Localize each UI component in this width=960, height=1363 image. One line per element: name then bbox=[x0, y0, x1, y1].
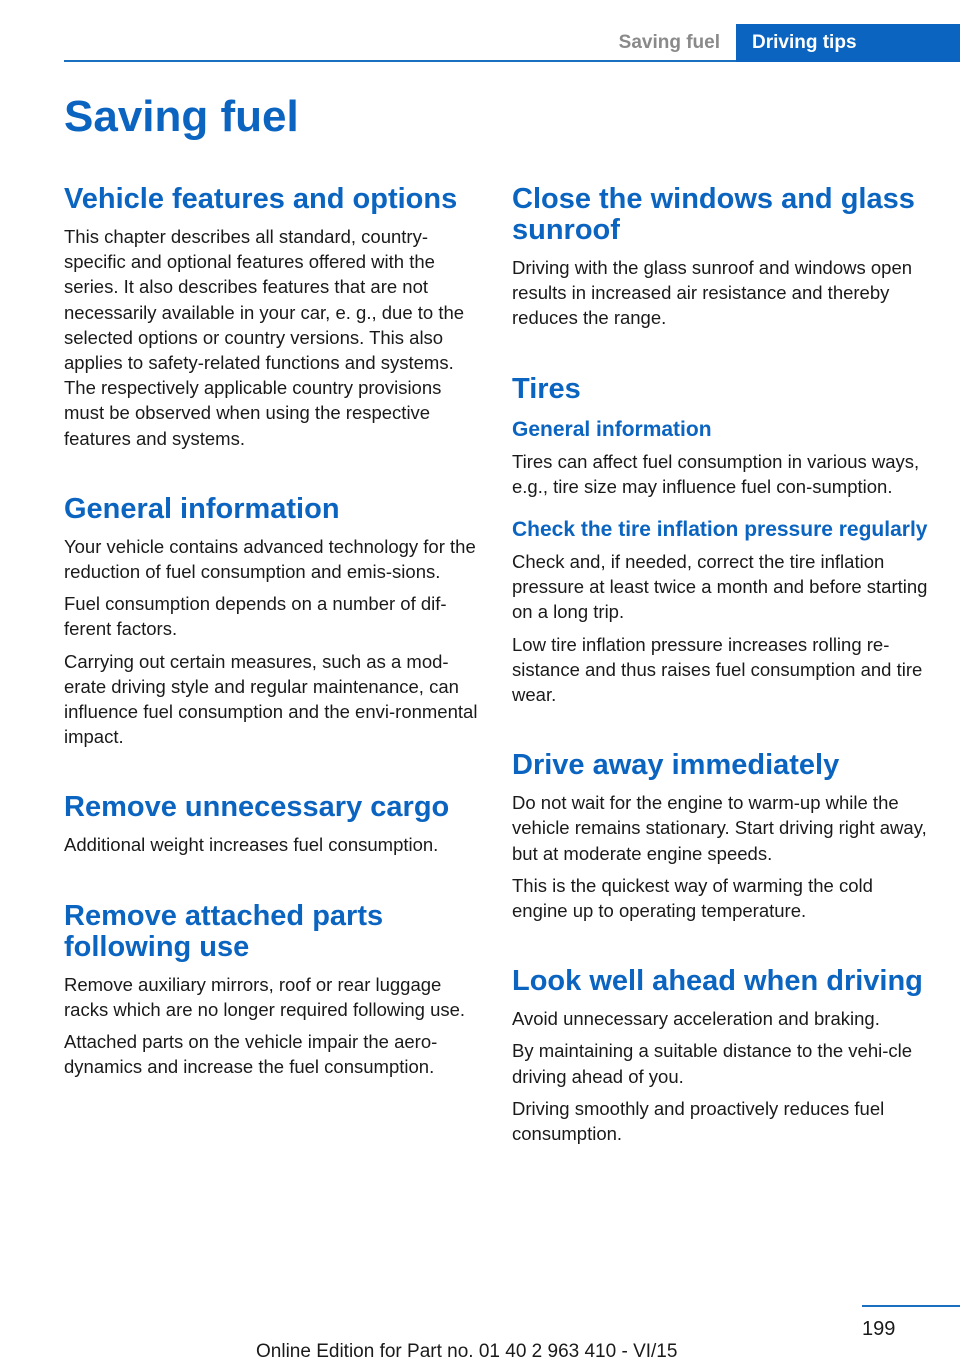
subheading-tire-pressure: Check the tire inflation pressure regularly bbox=[512, 518, 928, 542]
paragraph: Tires can affect fuel consumption in various ways, e.g., tire size may influence fuel con‐sumption. bbox=[512, 450, 920, 497]
section-heading-look-ahead: Look well ahead when driving bbox=[512, 965, 923, 998]
paragraph: This is the quickest way of warming the cold engine up to operating temperature. bbox=[512, 874, 873, 922]
paragraph: Attached parts on the vehicle impair the aero‐dynamics and increase the fuel consumption. bbox=[64, 1031, 438, 1078]
paragraph: Additional weight increases fuel consumption. bbox=[64, 834, 439, 856]
paragraph: Remove auxiliary mirrors, roof or rear luggage racks which are no longer required following use. bbox=[64, 973, 466, 1020]
paragraph: Do not wait for the engine to warm-up while the vehicle remains stationary. Start driving right away, but at moderate engine speeds. bbox=[512, 792, 927, 864]
paragraph: Avoid unnecessary acceleration and braking. bbox=[512, 1008, 880, 1030]
page-number: 199 bbox=[862, 1318, 896, 1340]
subheading-tires-general-information: General information bbox=[512, 417, 712, 441]
header-section-label: Saving fuel bbox=[618, 32, 720, 53]
paragraph: Check and, if needed, correct the tire inflation pressure at least twice a month and before starting on a long trip. bbox=[512, 551, 928, 623]
section-heading-drive-away: Drive away immediately bbox=[512, 749, 840, 782]
section-heading-tires: Tires bbox=[512, 372, 581, 405]
section-heading-remove-attached-parts: Remove attached parts following use bbox=[64, 899, 384, 963]
paragraph: Low tire inflation pressure increases rolling re‐sistance and thus raises fuel consumption and tire wear. bbox=[512, 633, 923, 706]
paragraph: Your vehicle contains advanced technology for the reduction of fuel consumption and emis‐sions. bbox=[64, 535, 476, 583]
paragraph: This chapter describes all standard, country-specific and optional features offered with the series. It also describes features that are not necessarily available in your car, e. g., due to the selected options or country versions. This also applies to safety-related functions and systems. The respectively applicable country provisions must be observed when using the respective features and systems. bbox=[64, 226, 465, 449]
paragraph: Driving with the glass sunroof and windows open results in increased air resistance and thereby reduces the range. bbox=[512, 257, 913, 329]
paragraph: By maintaining a suitable distance to the vehi‐cle driving ahead of you. bbox=[512, 1040, 913, 1087]
header-chapter-tab: Driving tips bbox=[736, 24, 960, 62]
paragraph: Fuel consumption depends on a number of dif‐ferent factors. bbox=[64, 593, 447, 640]
page-title: Saving fuel bbox=[64, 92, 299, 141]
paragraph: Driving smoothly and proactively reduces fuel consumption. bbox=[512, 1097, 885, 1145]
section-heading-general-information: General information bbox=[64, 492, 340, 525]
page-number-rule bbox=[862, 1305, 960, 1307]
section-heading-vehicle-features: Vehicle features and options bbox=[64, 183, 458, 215]
edition-footer: Online Edition for Part no. 01 40 2 963 410 - VI/15 bbox=[256, 1341, 678, 1362]
paragraph: Carrying out certain measures, such as a mod‐erate driving style and regular maintenance, can influence fuel consumption and the envi‐ronmental impact. bbox=[64, 650, 478, 748]
section-heading-close-windows: Close the windows and glass sunroof bbox=[512, 183, 915, 246]
right-column bbox=[512, 184, 932, 1146]
left-column bbox=[64, 184, 480, 1079]
section-heading-remove-cargo: Remove unnecessary cargo bbox=[64, 791, 450, 824]
